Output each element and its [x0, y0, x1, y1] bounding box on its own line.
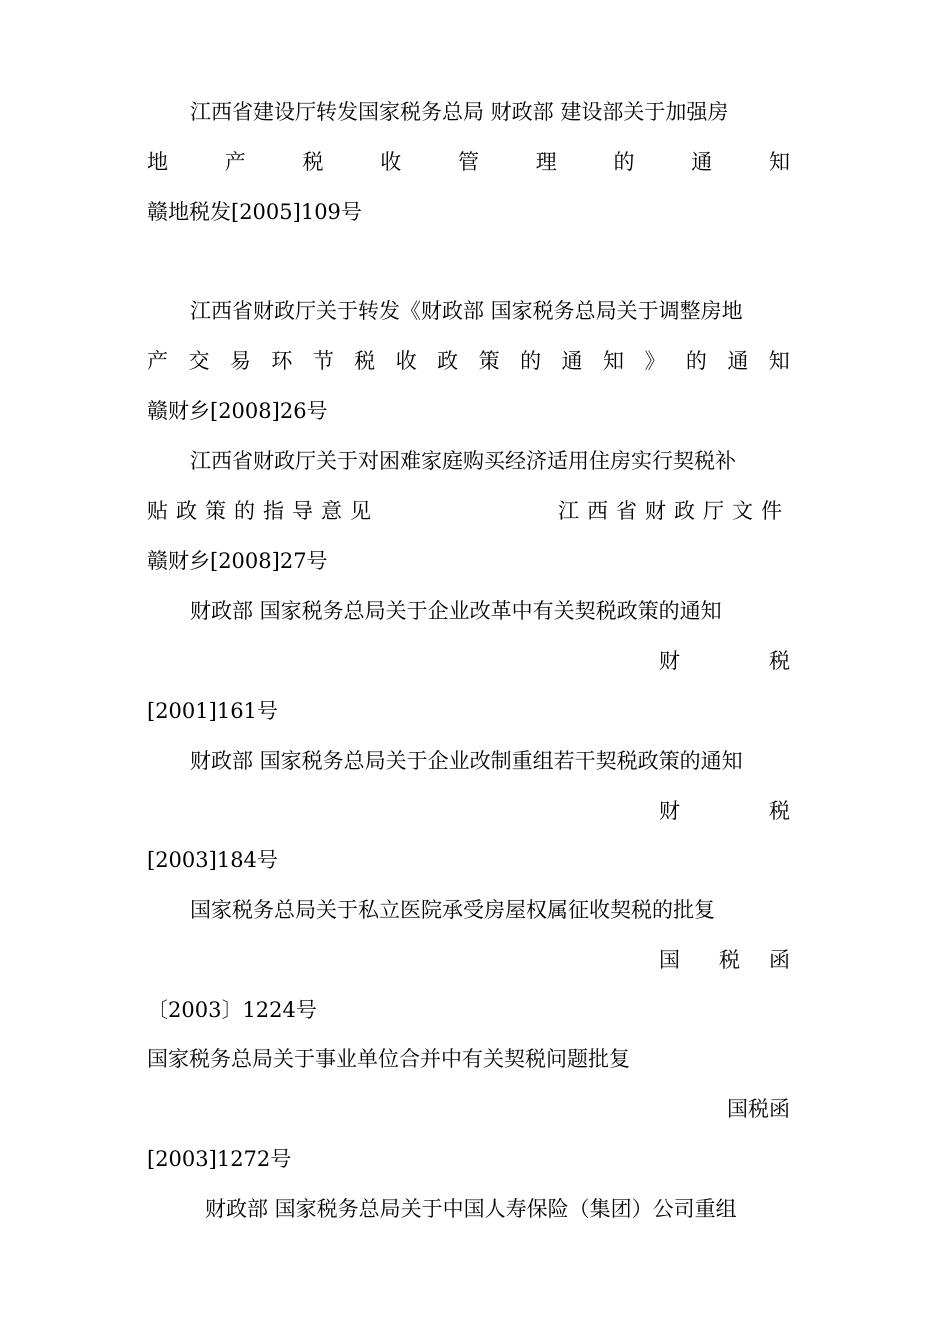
char: 通 — [561, 349, 583, 373]
right-line — [147, 945, 790, 975]
text-line: 国家税务总局关于事业单位合并中有关契税问题批复 — [147, 1047, 630, 1071]
char: 通 — [691, 150, 713, 174]
char: 》 — [644, 349, 666, 373]
char: 节 — [312, 349, 334, 373]
char: 策 — [478, 349, 500, 373]
right-line — [147, 796, 790, 826]
text-line: 江西省建设厅转发国家税务总局 财政部 建设部关于加强房 — [190, 100, 729, 124]
char: 产 — [147, 349, 168, 373]
char: 管 — [458, 150, 479, 174]
text-line: 财政部 国家税务总局关于企业改制重组若干契税政策的通知 — [190, 749, 743, 773]
char: 交 — [188, 349, 210, 373]
text-line-right: 国税函 — [727, 1097, 790, 1121]
right-line — [147, 646, 790, 676]
char: 的 — [613, 150, 635, 174]
char: 知 — [602, 349, 624, 373]
justified-line — [147, 346, 790, 376]
document-number: [2003]184号 — [147, 848, 278, 872]
text-line: 财政部 国家税务总局关于企业改革中有关契税政策的通知 — [190, 599, 722, 623]
char: 知 — [768, 349, 790, 373]
char: 通 — [727, 349, 749, 373]
document-number: [2003]1272号 — [147, 1147, 292, 1171]
text-line: 财政部 国家税务总局关于中国人寿保险（集团）公司重组 — [205, 1197, 737, 1221]
char: 税 — [354, 349, 376, 373]
char: 环 — [271, 349, 293, 373]
document-number: 赣财乡[2008]26号 — [147, 399, 328, 423]
text-line: 江西省财政厅关于转发《财政部 国家税务总局关于调整房地 — [190, 299, 743, 323]
char: 知 — [769, 150, 790, 174]
char: 收 — [380, 150, 402, 174]
char: 税 — [302, 150, 324, 174]
document-number: 赣地税发[2005]109号 — [147, 200, 362, 224]
char: 的 — [685, 349, 707, 373]
char: 产 — [224, 150, 246, 174]
split-line — [147, 496, 790, 526]
text-line: 国家税务总局关于私立医院承受房屋权属征收契税的批复 — [190, 898, 715, 922]
char: 税 — [769, 799, 790, 823]
text-left: 贴政策的指导意见 — [147, 499, 379, 523]
char: 政 — [437, 349, 459, 373]
char: 理 — [535, 150, 557, 174]
document-number: 赣财乡[2008]27号 — [147, 549, 328, 573]
text-line: 江西省财政厅关于对困难家庭购买经济适用住房实行契税补 — [190, 449, 736, 473]
char: 国 — [659, 948, 680, 972]
char: 税 — [769, 649, 790, 673]
char: 财 — [659, 649, 680, 673]
char: 函 — [769, 948, 790, 972]
document-number: [2001]161号 — [147, 699, 278, 723]
char: 地 — [147, 150, 168, 174]
text-right: 江西省财政厅文件 — [558, 499, 790, 523]
char: 收 — [395, 349, 417, 373]
char: 财 — [659, 799, 680, 823]
char: 税 — [719, 948, 740, 972]
char: 易 — [229, 349, 251, 373]
justified-line — [147, 147, 790, 177]
char: 的 — [520, 349, 542, 373]
document-number: 〔2003〕1224号 — [147, 998, 317, 1022]
